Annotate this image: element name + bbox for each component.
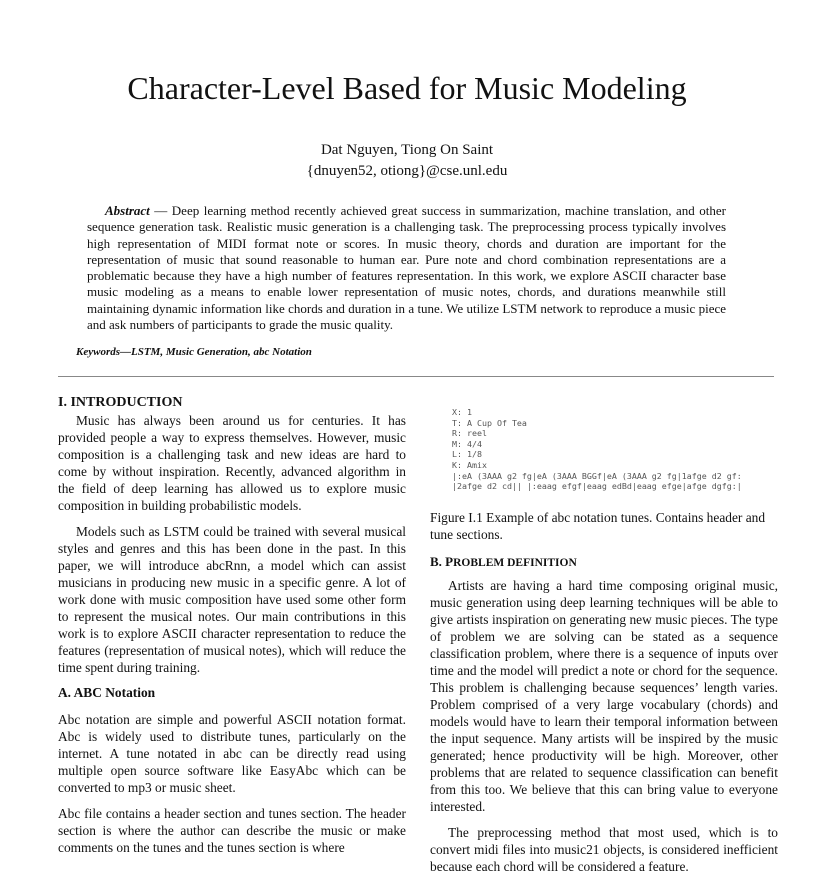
abstract-label: Abstract <box>105 203 150 218</box>
left-column <box>58 394 406 856</box>
abstract-text: Deep learning method recently achieved great success in summarization, machine translation, and other sequence generation task. Realistic music generation is a challenging task. The preprocessing process typically involves high representation of MIDI format note or scores. In music theory, chords and duration are important for the representation of music that sound reasonable to human ear. Pure note and chord combination representations are a problematic because they have a high number of features representation. In this work, we explore ASCII character base music modeling as a means to enable lower representation of music notes, chords, and durations meanwhile still maintaining dynamic information like chords and duration in a tune. We utilize LSTM network to reproduce a music piece and ask numbers of participants to grade the music quality. <box>87 203 727 333</box>
paper-title: Character-Level Based for Music Modeling <box>127 70 687 106</box>
abc-line: R: reel <box>452 428 487 439</box>
author-names: Dat Nguyen, Tiong On Saint <box>320 142 494 158</box>
paragraph: Artists are having a hard time composing original music, music generation using deep learning techniques will be able to give artists inspiration on generating new music pieces. The type of problem we are solving can be stated as a sequence classification problem, where there is a sequence of inputs over time and the model will predict a note or chord for the sequence. This problem is challenging because sequences’ length varies. Problem comprised of a very large vocabulary (chords) and models would have to learn their temporal information between the input sequence. Many artists will be inspired by the music generated; hence productivity will be high. Moreover, other problems that are related to sequence classification can benefit from this too. We believe that this can bring value to everyone interested. <box>430 578 778 814</box>
paragraph: Abc notation are simple and powerful ASCII notation format. Abc is widely used to distribute tunes, particularly on the internet. A tune notated in abc can be directly read using multiple open source software like EasyAbc which can be converted to mp3 or music sheet. <box>58 712 406 795</box>
paragraph: Models such as LSTM could be trained with several musical styles and genres and this has been done in the past. In this paper, we will introduce abcRnn, a model which can assist musicians in producing new music in a specific genre. A lot of work done with music composition have used some other form to represent the musical notes. Our main contributions in this work is to explore ASCII character representation to reduce the features (representation of musical notes), which will reduce the time spent during training. <box>58 524 406 675</box>
abc-line: X: 1 <box>452 407 472 417</box>
abstract-dash: — <box>149 203 172 218</box>
paragraph: Abc file contains a header section and tunes section. The header section is where the author can describe the music or make comments on the tunes and the tunes section is where <box>58 806 406 855</box>
paragraph: Music has always been around us for centuries. It has provided people a way to express themselves. However, music composition is a challenging task and new ideas are hard to come by without inspiration. Recently, advanced algorithm in the field of deep learning has allowed us to explore music composition in building probabilistic models. <box>58 413 406 513</box>
problem-heading-prefix: B. <box>430 554 446 569</box>
abstract <box>87 203 726 333</box>
author-block <box>0 140 814 182</box>
abc-line: T: A Cup Of Tea <box>452 417 527 428</box>
paragraph: The preprocessing method that most used, which is to convert midi files into music21 objects, is considered inefficient because each chord will be considered a feature. <box>430 825 778 874</box>
author-emails: {dnuyen52, otiong}@cse.unl.edu <box>306 163 508 179</box>
subsection-heading-abc-notation: A. ABC Notation <box>58 685 156 700</box>
abc-line: K: Amix <box>452 459 487 470</box>
abc-line: |:eA (3AAA g2 fg|eA (3AAA BGGf|eA (3AAA g2 fg|1afge d2 gf: <box>452 470 742 481</box>
problem-heading-rest: ROBLEM DEFINITION <box>453 557 577 569</box>
keywords: Keywords—LSTM, Music Generation, abc Notation <box>76 346 312 358</box>
section-heading-introduction: I. INTRODUCTION <box>58 395 183 410</box>
subsection-heading-problem-definition <box>430 553 778 572</box>
abc-line: M: 4/4 <box>452 438 482 449</box>
problem-heading-initial: P <box>445 554 454 569</box>
section-divider <box>58 376 774 377</box>
right-column <box>430 553 778 875</box>
abc-line: |2afge d2 cd|| |:eaag efgf|eaag edBd|eaag efge|afge dgfg:| <box>452 481 742 492</box>
figure-caption: Figure I.1 Example of abc notation tunes. Contains header and tune sections. <box>430 510 766 542</box>
abc-notation-figure <box>452 407 742 492</box>
abc-line: L: 1/8 <box>452 449 482 460</box>
